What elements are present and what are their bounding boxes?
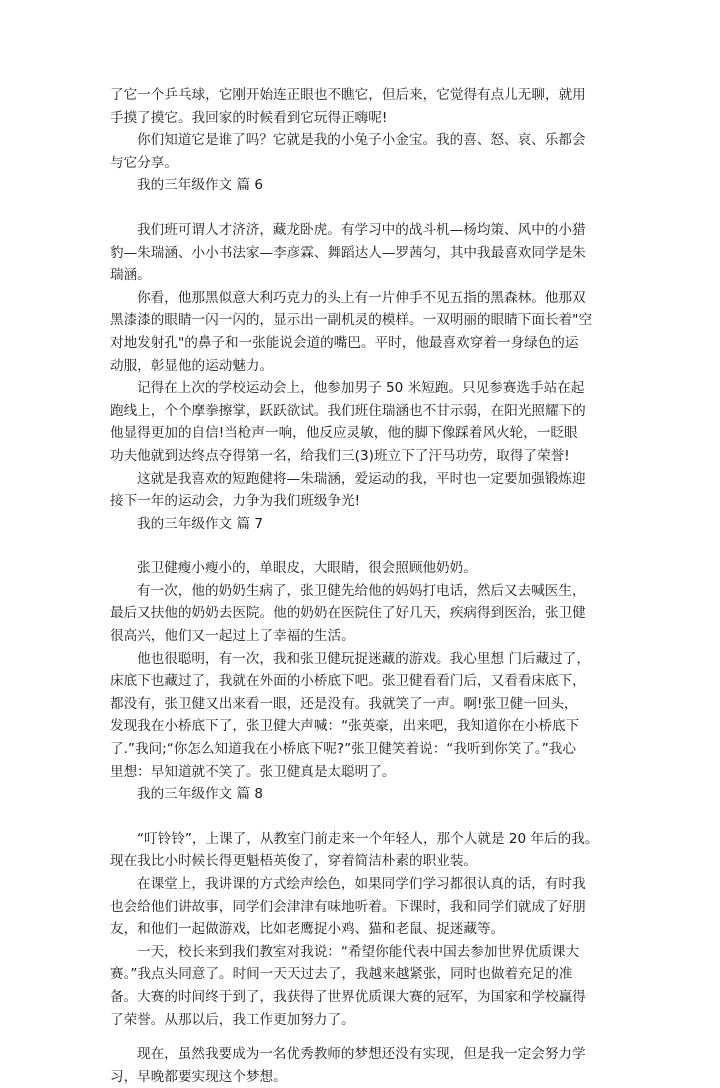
text-line: 也会给他们讲故事，同学们会津津有味地听着。下课时，我和同学们就成了好朋 [110, 898, 586, 915]
text-line: 你们知道它是谁了吗？它就是我的小兔子小金宝。我的喜、怒、哀、乐都会 [137, 132, 586, 149]
text-line: 最后又扶他的奶奶去医院。他的奶奶在医院住了好几天，疾病得到医治，张卫健 [110, 605, 586, 622]
paragraph-spacer [110, 197, 612, 219]
text-line: 习，早晚都要实现这个梦想。 [110, 1068, 287, 1085]
text-line: 赛。”我点头同意了。时间一天天过去了，我越来越紧张，同时也做着充足的准 [110, 966, 573, 983]
text-line: 手摸了摸它。我回家的时候看到它玩得正嗨呢! [110, 109, 388, 126]
text-line: 很高兴，他们又一起过上了幸福的生活。 [110, 628, 355, 645]
text-line: 都没有，张卫健又出来看一眼，还是没有。我就笑了一声。啊!张卫健一回头， [110, 695, 578, 712]
text-line: 了它一个乒乓球，它刚开始连正眼也不瞧它，但后来，它觉得有点儿无聊，就用 [110, 87, 586, 103]
text-line: 里想：早知道就不笑了。张卫健真是太聪明了。 [110, 763, 396, 780]
text-line: 张卫健瘦小瘦小的，单眼皮，大眼睛，很会照顾他奶奶。 [137, 560, 477, 577]
paragraph-spacer [110, 535, 612, 557]
text-line: 他也很聪明，有一次，我和张卫健玩捉迷藏的游戏。我心里想 门后藏过了， [137, 650, 590, 667]
text-line: 豹—朱瑞涵、小小书法家—李彦霖、舞蹈达人—罗茜匀，其中我最喜欢同学是朱 [110, 244, 586, 261]
text-line: 你看，他那黑似意大利巧克力的头上有一片伸手不见五指的黑森林。他那双 [137, 289, 586, 306]
text-line: 瑞涵。 [110, 267, 151, 284]
essay-heading: 我的三年级作文 篇 8 [137, 786, 264, 803]
text-line: 床底下也藏过了，我就在外面的小桥底下吧。张卫健看看门后，又看看床底下， [110, 673, 586, 690]
text-line: 友，和他们一起做游戏，比如老鹰捉小鸡、猫和老鼠、捉迷藏等。 [110, 921, 505, 938]
text-line: 记得在上次的学校运动会上，他参加男子 50 米短跑。只见参赛选手站在起 [137, 380, 585, 397]
text-line: 接下一年的运动会，力争为我们班级争光! [110, 493, 361, 510]
paragraph-spacer [110, 806, 612, 828]
paragraph-spacer [110, 1031, 612, 1043]
text-line: 我们班可谓人才济济，藏龙卧虎。有学习中的战斗机—杨均策、风中的小猎 [137, 221, 586, 238]
text-line: 现在我比小时候长得更魁梧英俊了，穿着简洁朴素的职业装。 [110, 853, 478, 870]
essay-heading: 我的三年级作文 篇 6 [137, 177, 264, 194]
text-line: 这就是我喜欢的短跑健将—朱瑞涵，爱运动的我，平时也一定要加强锻炼迎 [137, 470, 586, 487]
text-line: 备。大赛的时间终于到了，我获得了世界优质课大赛的冠军，为国家和学校赢得 [110, 988, 586, 1005]
text-line: “叮铃铃”，上课了，从教室门前走来一个年轻人，那个人就是 20 年后的我。 [137, 830, 599, 847]
text-line: 跑线上，个个摩拳擦掌，跃跃欲试。我们班住瑞涵也不甘示弱，在阳光照耀下的 [110, 402, 586, 419]
text-line: 发现我在小桥底下了，张卫健大声喊：“张英豪，出来吧，我知道你在小桥底下 [110, 718, 580, 735]
text-line: 对地发射孔"的鼻子和一张能说会道的嘴巴。平时，他最喜欢穿着一身绿色的运 [110, 334, 579, 351]
text-line: 动服，彰显他的运动魅力。 [110, 357, 274, 374]
text-line: 功夫他就到达终点夺得第一名，给我们三(3)班立下了汗马功劳，取得了荣誉! [110, 447, 570, 464]
text-line: 了荣誉。从那以后，我工作更加努力了。 [110, 1011, 355, 1028]
text-line: 与它分享。 [110, 154, 178, 171]
text-line: 一天，校长来到我们教室对我说：“希望你能代表中国去参加世界优质课大 [137, 943, 580, 960]
text-line: 有一次，他的奶奶生病了，张卫健先给他的妈妈打电话，然后又去喊医生， [137, 582, 586, 599]
text-line: 黑漆漆的眼睛一闪一闪的，显示出一副机灵的模样。一双明丽的眼睛下面长着"空 [110, 312, 593, 329]
essay-heading: 我的三年级作文 篇 7 [137, 515, 264, 532]
text-line: 他显得更加的自信!当枪声一响，他反应灵敏，他的脚下像踩着风火轮，一眨眼 [110, 425, 578, 442]
text-line: 在课堂上，我讲课的方式绘声绘色，如果同学们学习都很认真的话，有时我 [137, 876, 586, 892]
text-line: 了.”我问;“你怎么知道我在小桥底下呢?”张卫健笑着说：“我听到你笑了。”我心 [110, 741, 576, 758]
text-line: 现在，虽然我要成为一名优秀教师的梦想还没有实现，但是我一定会努力学 [137, 1046, 586, 1063]
